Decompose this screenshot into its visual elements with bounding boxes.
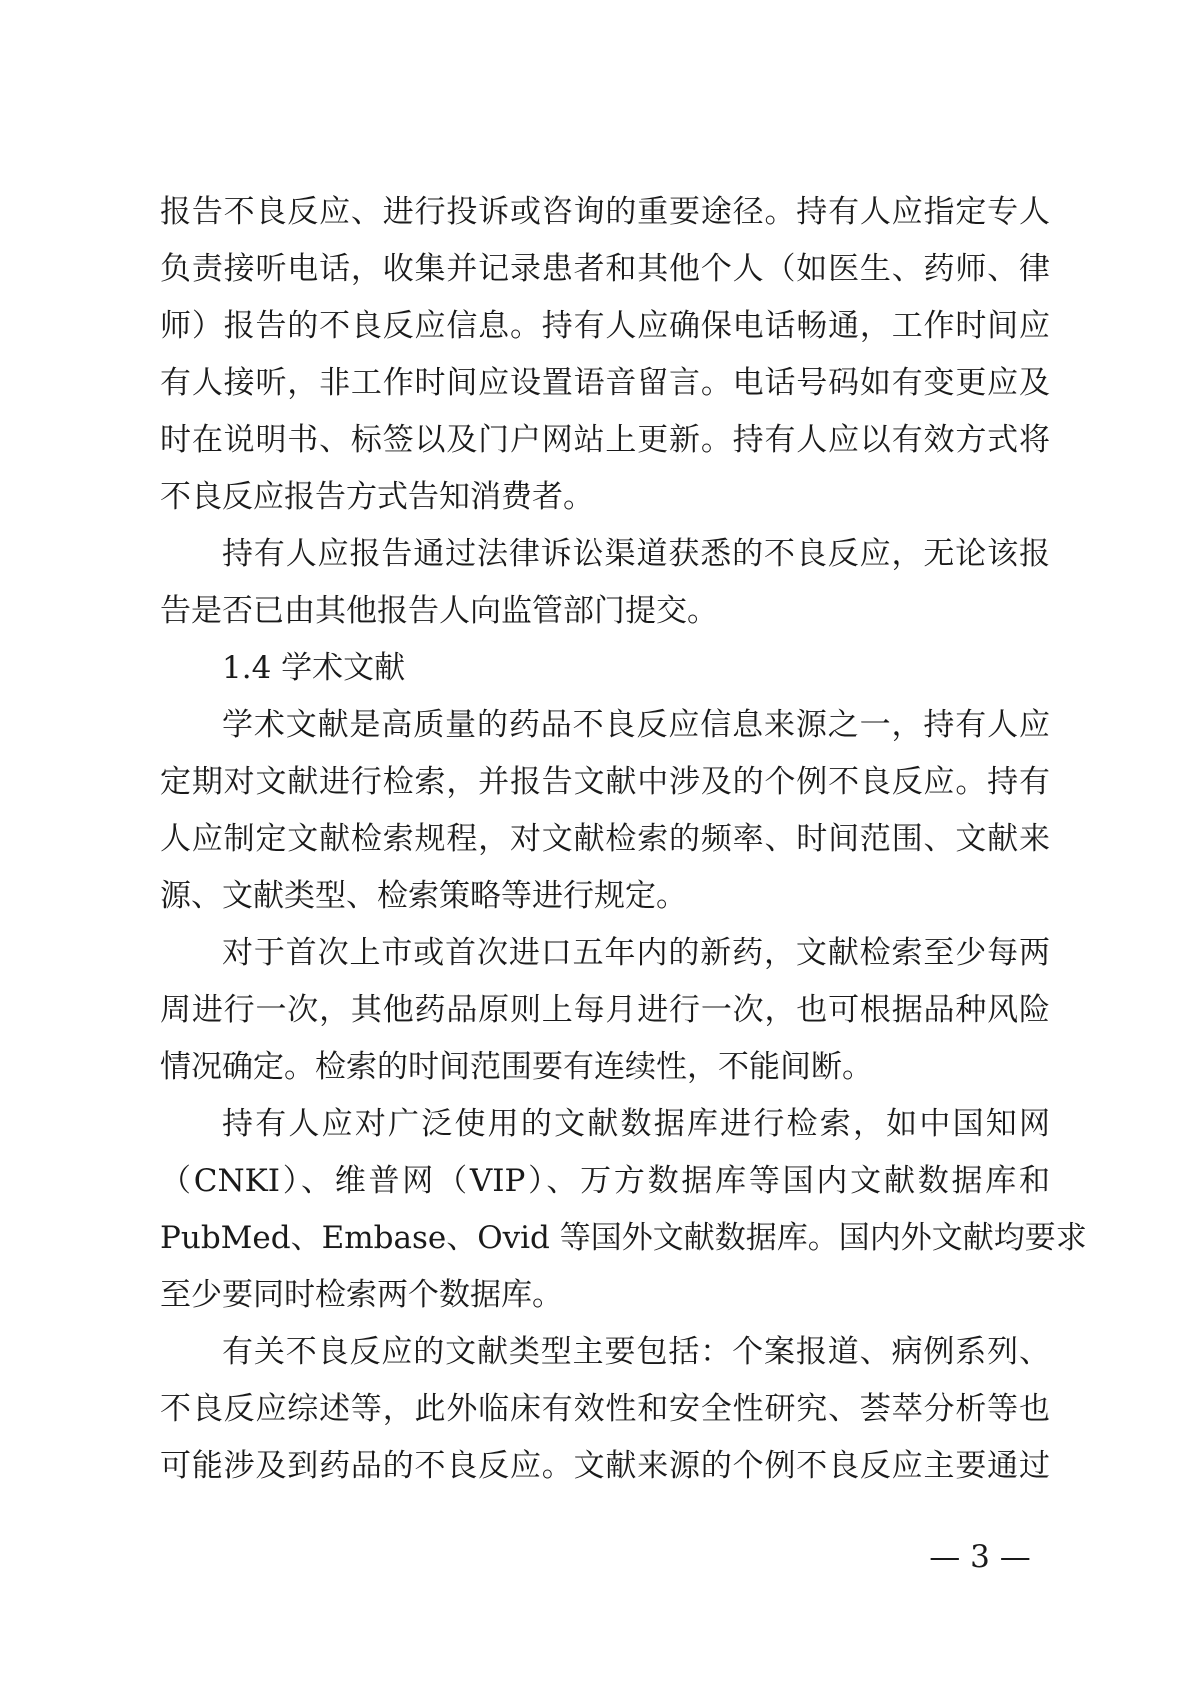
body-text-line: 有人接听，非工作时间应设置语音留言。电话号码如有变更应及 bbox=[160, 365, 1050, 401]
body-text-line: 至少要同时检索两个数据库。 bbox=[160, 1277, 563, 1313]
body-text-line: 报告不良反应、进行投诉或咨询的重要途径。持有人应指定专人 bbox=[160, 194, 1050, 230]
body-text-line: 时在说明书、标签以及门户网站上更新。持有人应以有效方式将 bbox=[160, 422, 1050, 458]
page-number: — 3 — bbox=[929, 1539, 1031, 1575]
body-text-line: 情况确定。检索的时间范围要有连续性，不能间断。 bbox=[160, 1049, 873, 1085]
body-text-line: 人应制定文献检索规程，对文献检索的频率、时间范围、文献来 bbox=[160, 821, 1050, 857]
body-text-line: 定期对文献进行检索，并报告文献中涉及的个例不良反应。持有 bbox=[160, 764, 1050, 800]
body-text-line: （CNKI）、维普网（VIP）、万方数据库等国内文献数据库和 bbox=[160, 1163, 1050, 1199]
paragraph-first-line: 对于首次上市或首次进口五年内的新药，文献检索至少每两 bbox=[222, 935, 1050, 971]
body-text-line: PubMed、Embase、Ovid 等国外文献数据库。国内外文献均要求 bbox=[160, 1220, 1087, 1256]
body-text-line: 不良反应报告方式告知消费者。 bbox=[160, 479, 594, 515]
paragraph-first-line: 有关不良反应的文献类型主要包括：个案报道、病例系列、 bbox=[222, 1334, 1050, 1370]
body-text-line: 负责接听电话，收集并记录患者和其他个人（如医生、药师、律 bbox=[160, 251, 1050, 287]
section-heading: 1.4 学术文献 bbox=[222, 650, 406, 686]
body-text-line: 可能涉及到药品的不良反应。文献来源的个例不良反应主要通过 bbox=[160, 1448, 1050, 1484]
body-text-line: 源、文献类型、检索策略等进行规定。 bbox=[160, 878, 687, 914]
paragraph-first-line: 持有人应对广泛使用的文献数据库进行检索，如中国知网 bbox=[222, 1106, 1050, 1142]
paragraph-first-line: 学术文献是高质量的药品不良反应信息来源之一，持有人应 bbox=[222, 707, 1050, 743]
body-text-line: 师）报告的不良反应信息。持有人应确保电话畅通，工作时间应 bbox=[160, 308, 1050, 344]
body-text-line: 周进行一次，其他药品原则上每月进行一次，也可根据品种风险 bbox=[160, 992, 1050, 1028]
body-text-line: 告是否已由其他报告人向监管部门提交。 bbox=[160, 593, 718, 629]
body-text-line: 不良反应综述等，此外临床有效性和安全性研究、荟萃分析等也 bbox=[160, 1391, 1050, 1427]
paragraph-first-line: 持有人应报告通过法律诉讼渠道获悉的不良反应，无论该报 bbox=[222, 536, 1050, 572]
